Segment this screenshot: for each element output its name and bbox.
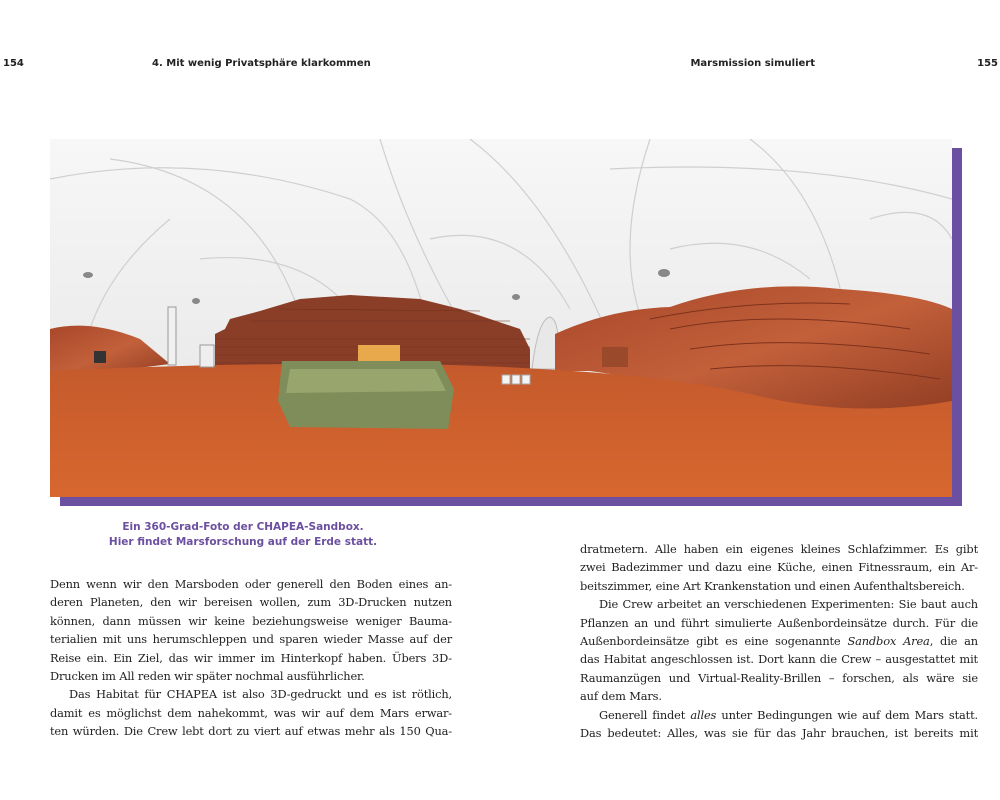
text-line: Die Crew arbeitet an verschiedenen Experimenten: Sie baut auch	[599, 597, 978, 612]
text-run: unter Bedingungen wie auf dem Mars statt.	[721, 707, 978, 722]
photo-caption	[50, 520, 436, 550]
text-line: Das bedeutet: Alles, was sie für das Jahr brauchen, ist bereits mit	[580, 726, 978, 741]
text-line	[580, 632, 978, 650]
text-line: beitszimmer, eine Art Krankenstation und einen Aufenthaltsbereich.	[580, 578, 965, 593]
text-line: Das Habitat für CHAPEA ist also 3D-gedruckt und es ist rötlich,	[69, 687, 452, 702]
panorama-photo	[50, 139, 952, 497]
text-run: Generell findet	[599, 707, 686, 722]
text-line: das Habitat angeschlossen ist. Dort kann die Crew – ausgestattet mit	[580, 652, 978, 667]
page-number-left: 154	[3, 58, 24, 69]
caption-line: Hier findet Marsforschung auf der Erde statt.	[108, 536, 378, 548]
running-head-right: Marsmission simuliert	[690, 58, 815, 69]
page-number-right: 155	[977, 58, 998, 69]
text-line: Drucken im All reden wir später nochmal ausführlicher.	[50, 669, 365, 684]
text-run: , die an	[929, 634, 978, 649]
text-line: ten würden. Die Crew lebt dort zu viert auf etwas mehr als 150 Qua-	[50, 724, 452, 739]
text-line	[580, 706, 978, 724]
text-line: zwei Badezimmer und dazu eine Küche, einen Fitnessraum, ein Ar-	[580, 560, 978, 575]
caption-line: Ein 360-Grad-Foto der CHAPEA-Sandbox.	[122, 521, 364, 533]
body-column-right	[580, 540, 978, 742]
text-line: dratmetern. Alle haben ein eigenes kleines Schlafzimmer. Es gibt	[580, 542, 978, 556]
text-line: Pflanzen an und führt simulierte Außenbordeinsätze durch. Für die	[580, 615, 978, 630]
body-column-left	[50, 575, 452, 741]
text-line: Raumanzügen und Virtual-Reality-Brillen – forschen, als wäre sie	[580, 670, 978, 685]
text-line: deren Planeten, den wir bereisen wollen, zum 3D-Drucken nutzen	[50, 595, 452, 610]
text-line: auf dem Mars.	[580, 689, 662, 704]
text-run: Außenbordeinsätze gibt es eine sogenannte	[580, 634, 841, 649]
text-line: terialien mit uns herumschleppen und sparen wieder Masse auf der	[50, 632, 452, 647]
running-head-left: 4. Mit wenig Privatsphäre klarkommen	[152, 58, 371, 69]
emphasis-text: Sandbox Area	[847, 634, 930, 649]
text-line: Reise ein. Ein Ziel, das wir immer im Hinterkopf haben. Übers 3D-	[50, 650, 452, 665]
text-line: Denn wenn wir den Marsboden oder generell den Boden eines an-	[50, 577, 452, 591]
text-line: damit es möglichst dem nahekommt, was wir auf dem Mars erwar-	[50, 705, 452, 720]
text-line: können, dann müssen wir keine beziehungsweise weniger Bauma-	[50, 613, 452, 628]
emphasis-text: alles	[690, 707, 717, 722]
